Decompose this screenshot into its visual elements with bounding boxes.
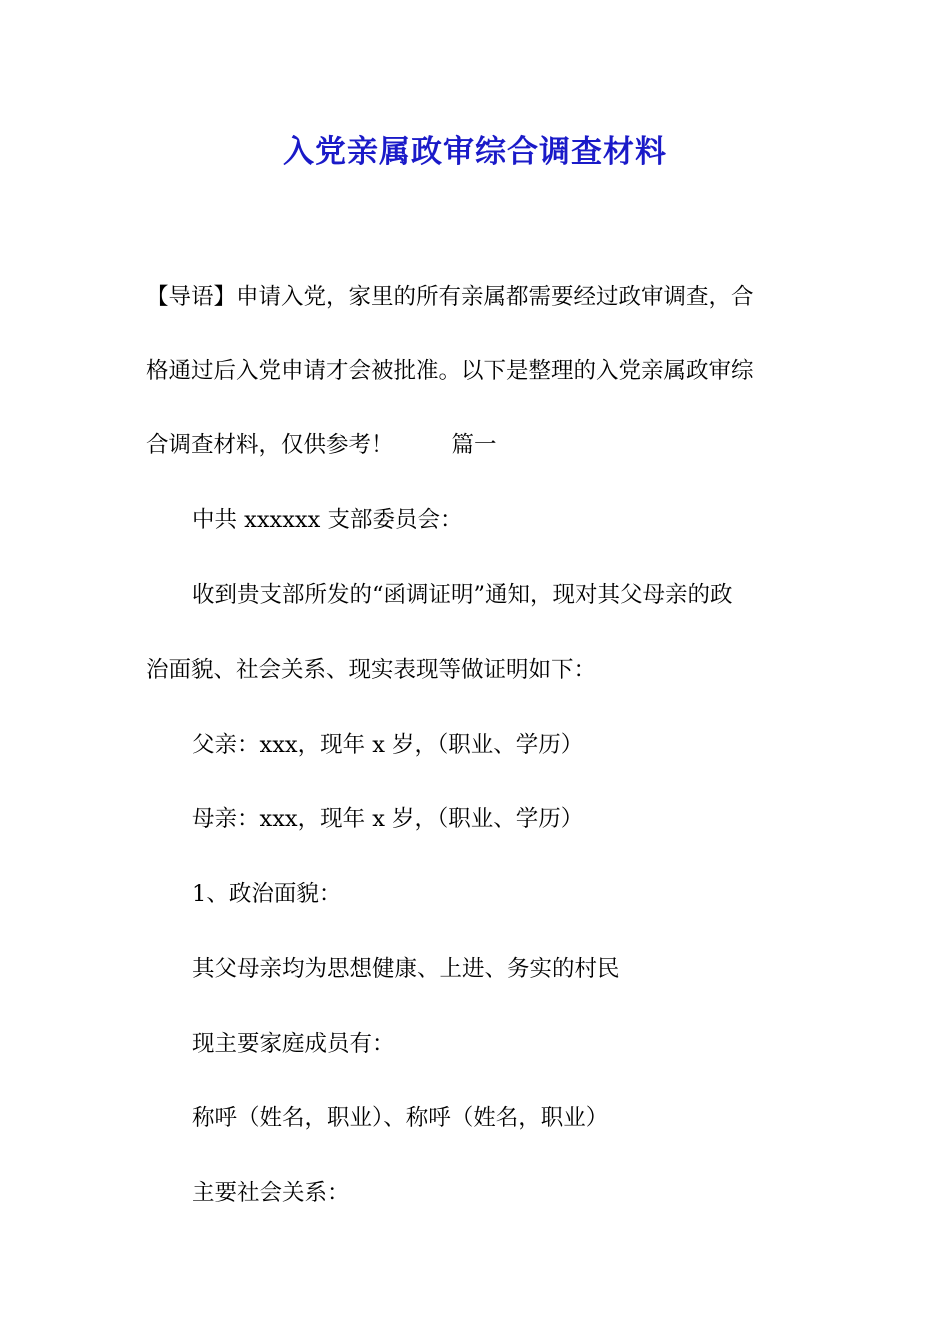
political-text: 其父母亲均为思想健康、上进、务实的村民 xyxy=(192,956,620,982)
body-line-2: 治面貌、社会关系、现实表现等做证明如下： xyxy=(146,657,597,683)
document-title: 入党亲属政审综合调查材料 xyxy=(283,134,667,170)
section-label: 篇一 xyxy=(451,432,497,458)
intro-line-1: 【导语】申请入党，家里的所有亲属都需要经过政审调查，合 xyxy=(146,284,754,310)
political-heading: 1、政治面貌： xyxy=(192,881,342,907)
family-members: 称呼（姓名，职业）、称呼（姓名，职业） xyxy=(192,1105,609,1131)
body-line-1: 收到贵支部所发的“函调证明”通知，现对其父母亲的政 xyxy=(192,582,733,608)
family-heading: 现主要家庭成员有： xyxy=(192,1031,395,1057)
mother-info: 母亲：xxx，现年 x 岁，（职业、学历） xyxy=(192,806,584,832)
father-info: 父亲：xxx，现年 x 岁，（职业、学历） xyxy=(192,732,584,758)
intro-line-2: 格通过后入党申请才会被批准。以下是整理的入党亲属政审综 xyxy=(146,358,754,384)
intro-line-3-text: 合调查材料，仅供参考！ xyxy=(146,432,394,458)
intro-line-3 xyxy=(146,429,806,461)
addressee: 中共 xxxxxx 支部委员会： xyxy=(192,507,463,533)
social-heading: 主要社会关系： xyxy=(192,1180,350,1206)
